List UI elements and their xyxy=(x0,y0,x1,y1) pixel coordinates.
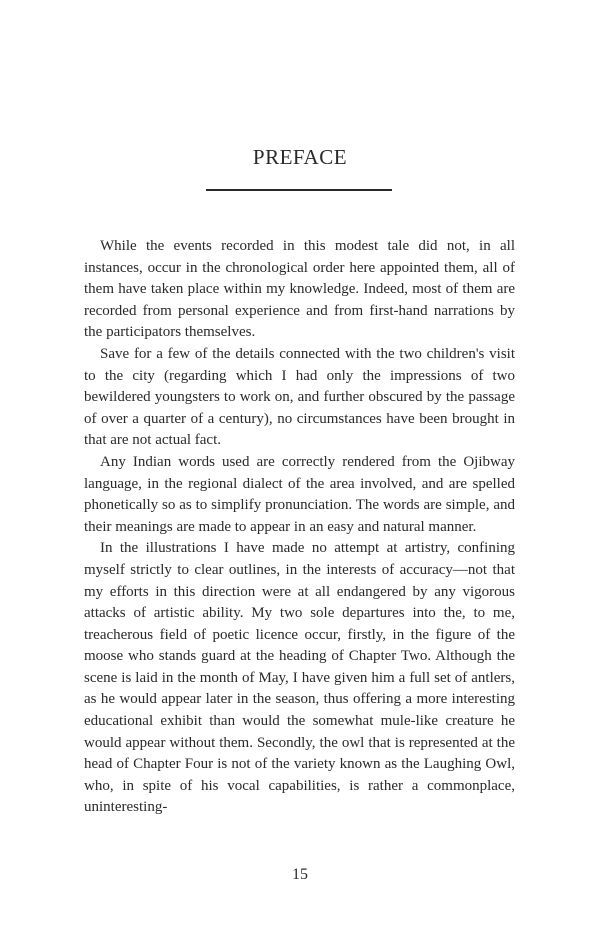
title-underline-divider xyxy=(206,189,392,191)
preface-body xyxy=(84,236,515,819)
page-title: PREFACE xyxy=(252,145,348,169)
paragraph-2: Save for a few of the details connected with the two children's visit to the city (regarding which I had only the impressions of two bewildered youngsters to work on, and further obscured by the passage of over a quarter of a century), no circumstances have been brought in that are not actual fact. xyxy=(84,345,515,449)
paragraph-3: Any Indian words used are correctly rendered from the Ojibway language, in the regional dialect of the area involved, and are spelled phonetically so as to simplify pronunciation. The words are simple, and their meanings are made to appear in an easy and natural manner. xyxy=(84,453,515,535)
paragraph-4: In the illustrations I have made no attempt at artistry, confining myself strictly to clear outlines, in the interests of accuracy—not that my efforts in this direction were at all endangered by any vigorous attacks of artistic ability. My two sole departures into the, to me, treacherous field of poetic licence occur, firstly, in the figure of the moose who stands guard at the heading of Chapter Two. Although the scene is laid in the month of May, I have given him a full set of antlers, as he would appear later in the season, thus offering a more interesting educational exhibit than would the somewhat mule-like creature he would appear without them. Secondly, the owl that is represented at the head of Chapter Four is not of the variety known as the Laughing Owl, who, in spite of his vocal capabilities, is rather a commonplace, uninteresting- xyxy=(84,540,515,816)
paragraph-1: While the events recorded in this modest tale did not, in all instances, occur in the chronological order here appointed them, all of them have taken place within my knowledge. Indeed, most of them are recorded from personal experience and from first-hand narrations by the participators themselves. xyxy=(84,238,515,341)
page-number: 15 xyxy=(292,866,308,883)
